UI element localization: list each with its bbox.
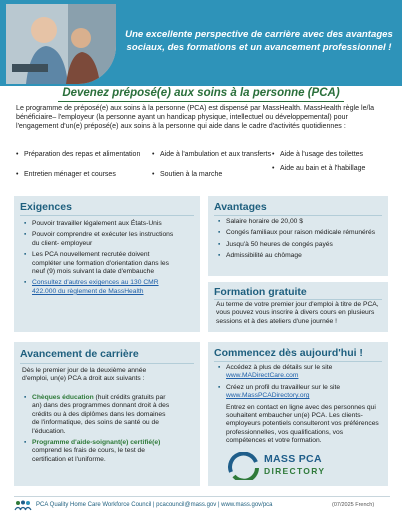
footer-contact: PCA Quality Home Care Workforce Council | pcacouncil@mass.gov | www.mass.gov/pca: [36, 502, 273, 508]
footer: [14, 500, 398, 512]
avancement-item: [24, 394, 174, 436]
duty-item: • Aide au bain et à l'habillage: [272, 164, 402, 173]
masshealth-regulation-link[interactable]: Consultez d'autres exigences au 130 CMR 422.000 du règlement de MassHealth: [32, 279, 159, 295]
logo-text-mass-pca: MASS PCA: [264, 453, 322, 465]
exigence-item: [24, 279, 174, 296]
formation-panel: [208, 282, 388, 332]
commencez-paragraph: Entrez en contact en ligne avec des personnes qui souhaitent embaucher un(e) PCA. Les clients-employeurs potentiels consulteront vos préférences professionnelles, vos qualifications, vos compétences et votre formation.: [226, 403, 379, 445]
directory-swoosh-icon: [228, 452, 260, 480]
divider: [20, 363, 194, 364]
exigences-heading: Exigences: [20, 201, 72, 213]
avantages-panel: [208, 196, 388, 276]
intro-paragraph: Le programme de préposé(e) aux soins à la personne (PCA) est dispensé par MassHealth. MassHealth règle le/la bénéficiaire– l'employeur (la personne ayant un handicap physique, intellectuel ou développemental) pour l'engagement d'un(e) préposé(e) aux soins à la personne qui aide dans le cadre d'activités quotidiennes :: [16, 104, 375, 130]
avancement-list: [24, 394, 174, 467]
madirectcare-link[interactable]: www.MADirectCare.com: [226, 372, 299, 380]
avancement-heading: Avancement de carrière: [20, 348, 139, 360]
divider: [20, 215, 194, 216]
duty-item: • Entretien ménager et courses: [16, 170, 164, 179]
banner-line-1: Une excellente perspective de carrière avec des avantages: [125, 29, 393, 40]
duty-item: • Préparation des repas et alimentation: [16, 150, 154, 159]
avantages-heading: Avantages: [214, 201, 267, 213]
divider: [214, 215, 382, 216]
commencez-item: [218, 384, 382, 401]
avancement-item-text: comprend les frais de cours, le test de certification et l'uniforme.: [32, 447, 145, 463]
divider: [214, 299, 382, 300]
commencez-item: [218, 364, 382, 381]
commencez-list: [218, 364, 382, 446]
avancement-item: [24, 439, 174, 464]
exigence-item: ▪ Pouvoir travailler légalement aux États-Unis: [24, 220, 174, 228]
commencez-item-text: Accédez à plus de détails sur le site: [226, 364, 333, 371]
masspcadirectory-link[interactable]: www.MassPCADirectory.org: [226, 392, 310, 400]
page-title-text: Devenez préposé(e) aux soins à la personne (PCA): [58, 86, 343, 102]
footer-code: (07/2025 French): [332, 502, 375, 508]
duty-item: • Aide à l'ambulation et aux transferts: [152, 150, 280, 159]
divider: [214, 361, 382, 362]
avantage-item: ▪ Salaire horaire de 20,00 $: [218, 218, 382, 226]
logo-text-directory: DIRECTORY: [264, 466, 326, 476]
avantage-item: ▪ Admissibilité au chômage: [218, 252, 382, 260]
avancement-item-title: Chèques éducation: [32, 394, 94, 401]
banner-tagline: [122, 28, 396, 54]
duty-item: • Soutien à la marche: [152, 170, 280, 179]
avantages-list: [218, 218, 382, 264]
exigence-item: ▪ Les PCA nouvellement recrutée doivent compléter une formation d'orientation dans les neuf (9) mois suivant la date d'embauche: [24, 251, 174, 276]
banner-line-2: sociaux, des formations et un avancement professionnel !: [126, 42, 392, 53]
formation-heading: Formation gratuite: [214, 286, 307, 298]
avantage-item: ▪ Congés familiaux pour raison médicale rémunérés: [218, 229, 382, 237]
council-logo-icon: [14, 500, 32, 511]
page-title: [0, 86, 402, 102]
caregiver-photo: [6, 4, 116, 84]
exigences-panel: [14, 196, 200, 332]
avantage-item: ▪ Jusqu'à 50 heures de congés payés: [218, 241, 382, 249]
avancement-item-title: Programme d'aide-soignant(e) certifié(e): [32, 439, 161, 447]
avancement-text: Dès le premier jour de la deuxième année d'emploi, un(e) PCA a droit aux suivants :: [22, 367, 147, 383]
commencez-item-text: Créez un profil du travailleur sur le site: [226, 383, 341, 391]
avancement-item-text: (huit crédits gratuits par an) dans des programmes donnant droit à des crédits ou à des diplômes dans les domaines de l'informatique, des soins de santé ou de l'éducation.: [32, 394, 170, 435]
footer-divider: [14, 496, 390, 497]
exigences-list: [24, 220, 174, 299]
exigence-item: ▪ Pouvoir comprendre et exécuter les instructions du client- employeur: [24, 231, 174, 248]
mass-pca-directory-logo: [224, 449, 354, 483]
duty-item: • Aide à l'usage des toilettes: [272, 150, 402, 159]
formation-text: Au terme de votre premier jour d'emploi à titre de PCA, vous pouvez vous inscrire à divers cours en plusieurs sessions et à des ateliers d'une journée !: [216, 301, 379, 325]
avancement-panel: [14, 342, 200, 486]
commencez-heading: Commencez dès aujourd'hui !: [214, 347, 363, 359]
